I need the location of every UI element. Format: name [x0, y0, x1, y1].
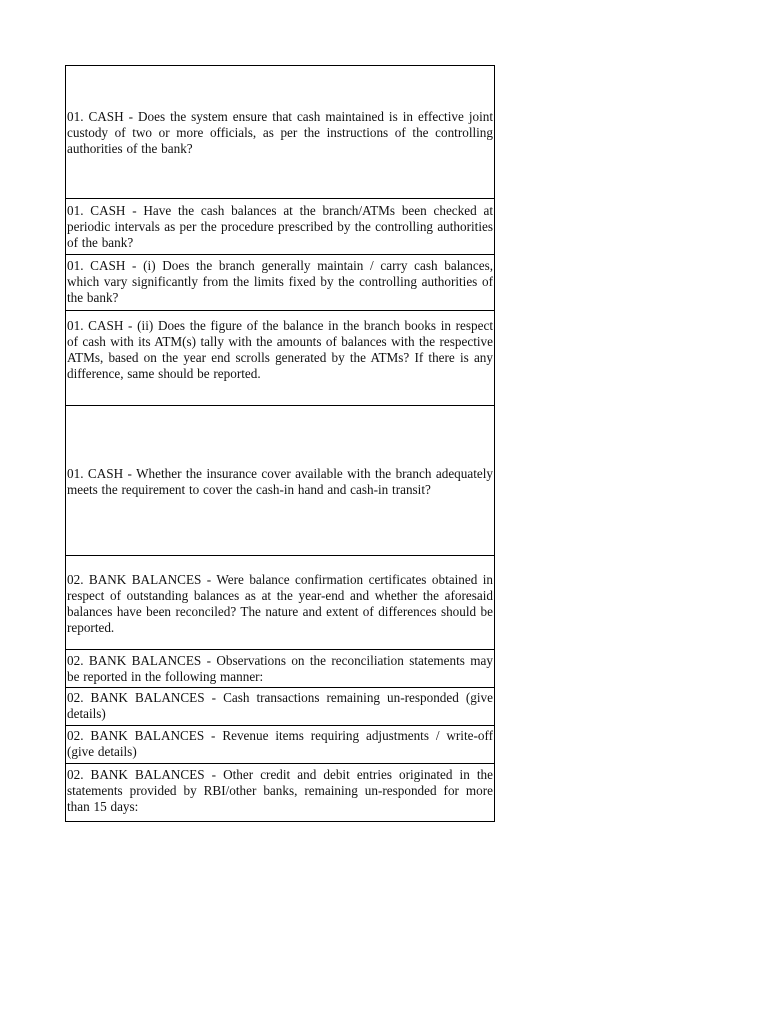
row-text: 02. BANK BALANCES - Other credit and debit entries originated in the statements provided by RBI/other banks, remaining un-responded for more than 15 days:: [67, 767, 493, 814]
table-row: [66, 687, 494, 725]
table-row: [66, 763, 494, 821]
table-row: [66, 254, 494, 310]
row-text: 02. BANK BALANCES - Revenue items requiring adjustments / write-off (give details): [67, 728, 493, 759]
row-text: 02. BANK BALANCES - Cash transactions remaining un-responded (give details): [67, 690, 493, 721]
table-row: [66, 405, 494, 555]
row-text: 01. CASH - (ii) Does the figure of the balance in the branch books in respect of cash with its ATM(s) tally with the amounts of balances with the respective ATMs, based on the year end scrolls generated by the ATMs? If there is any difference, same should be reported.: [67, 318, 493, 381]
table-row: [66, 725, 494, 763]
table-row: [66, 310, 494, 405]
row-text: 01. CASH - Have the cash balances at the branch/ATMs been checked at periodic intervals as per the procedure prescribed by the controlling authorities of the bank?: [67, 203, 493, 250]
row-text: 02. BANK BALANCES - Observations on the reconciliation statements may be reported in the following manner:: [67, 653, 493, 684]
table-row: [66, 649, 494, 687]
checklist-table: [65, 65, 495, 822]
table-row: [66, 555, 494, 649]
row-text: 01. CASH - Does the system ensure that cash maintained is in effective joint custody of two or more officials, as per the instructions of the controlling authorities of the bank?: [67, 109, 493, 156]
table-row: [66, 198, 494, 254]
table-row: [66, 66, 494, 198]
row-text: 02. BANK BALANCES - Were balance confirmation certificates obtained in respect of outstanding balances as at the year-end and whether the aforesaid balances have been reconciled? The nature and extent of differences should be reported.: [67, 572, 493, 635]
row-text: 01. CASH - Whether the insurance cover available with the branch adequately meets the requirement to cover the cash-in hand and cash-in transit?: [67, 465, 493, 497]
row-text: 01. CASH - (i) Does the branch generally maintain / carry cash balances, which vary significantly from the limits fixed by the controlling authorities of the bank?: [67, 258, 493, 305]
